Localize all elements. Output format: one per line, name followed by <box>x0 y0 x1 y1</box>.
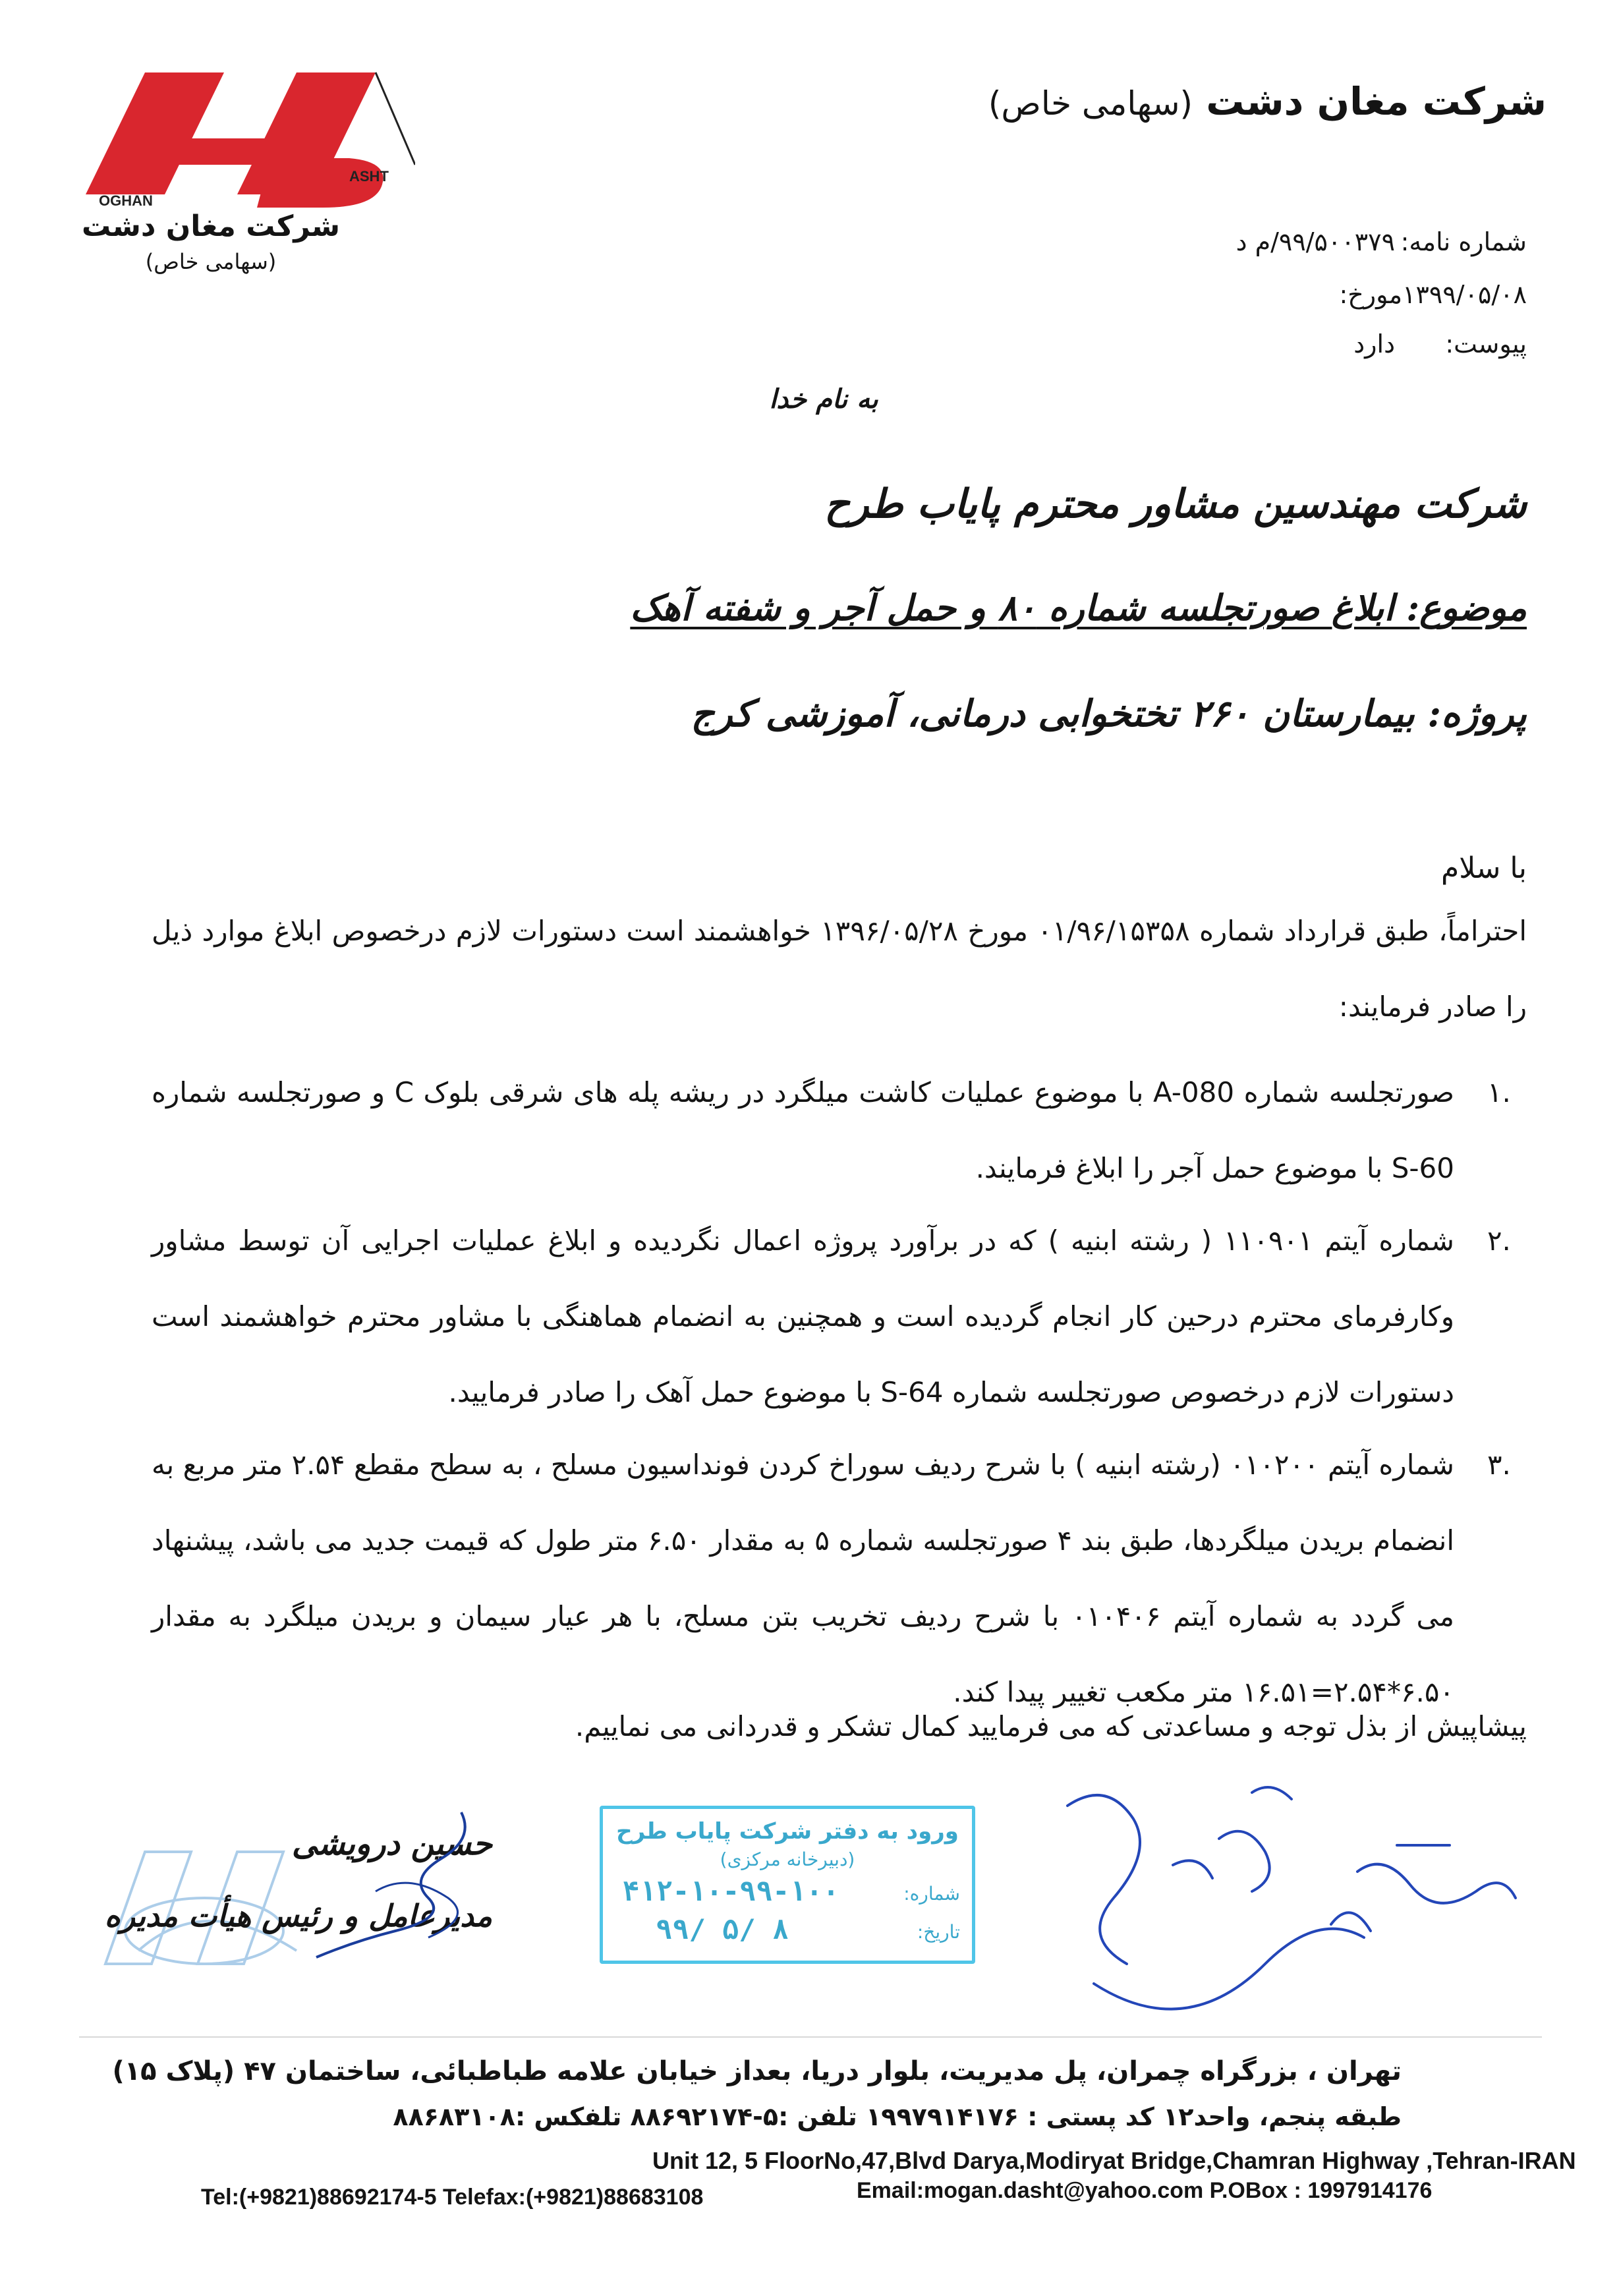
list-item-text: شماره آیتم ۰۱۰۲۰۰ (رشته ابنیه ) با شرح ردیف سوراخ کردن فونداسیون مسلح ، به سطح مقطع ۲.۵۴ متر مربع به انضمام بریدن میلگردها، طبق بند ۴ صورتجلسه شماره ۵ به مقدار ۶.۵۰ متر طول که قیمت جدید می باشد، پیشنهاد می گردد به شماره آیتم ۰۱۰۴۰۶ با شرح ردیف تخریب بتن مسلح، با هر عیار سیمان و بریدن میلگرد به مقدار ۶.۵۰*۲.۵۴=۱۶.۵۱ متر مکعب تغییر پیدا کند. <box>152 1449 1454 1708</box>
stamp-title: ورود به دفتر شرکت پایاب طرح <box>616 1818 959 1845</box>
bismillah: به نام خدا <box>769 384 878 415</box>
logo-left-bar <box>86 72 224 194</box>
stamp-date-value: ۹۹/ ۵/ ۸ <box>656 1913 789 1945</box>
signatory-title: مدیرعامل و رئیس هیأت مدیره <box>104 1898 492 1934</box>
letter-date-label: مورخ: <box>1339 280 1403 309</box>
list-item-number: ۲. <box>1487 1224 1511 1257</box>
list-item <box>152 1054 1527 1206</box>
logo-graphic <box>72 66 415 211</box>
list-item <box>152 1427 1527 1730</box>
logo-word-left: OGHAN <box>99 192 153 209</box>
logo-company-name: شرکت مغان دشت <box>81 210 341 243</box>
footer-address-en: Unit 12, 5 FloorNo,47,Blvd Darya,Modiryat Bridge,Chamran Highway ,Tehran-IRAN <box>652 2147 1576 2174</box>
list-item-text: صورتجلسه شماره A-080 با موضوع عملیات کاشت میلگرد در ریشه پله های شرقی بلوک C و صورتجلسه شماره S-60 با موضوع حمل آجر را ابلاغ فرمایند. <box>152 1076 1455 1184</box>
letter-number <box>1236 227 1527 256</box>
recipient: شرکت مهندسین مشاور محترم پایاب طرح <box>824 481 1527 527</box>
signatory-name: حسین درویشی <box>291 1825 492 1862</box>
letter-date-value: ۱۳۹۹/۰۵/۰۸ <box>1402 280 1527 309</box>
footer-address-fa: تهران ، بزرگراه چمران، پل مدیریت، بلوار دریا، بعداز خیابان علامه طباطبائی، ساختمان ۴۷ (پلاک ۱۵) <box>112 2056 1402 2086</box>
letter-attachment-value: دارد <box>1353 330 1395 359</box>
header-company-title <box>988 79 1547 124</box>
letter-number-value: ۹۹/۵۰۰۳۷۹/م د <box>1236 227 1395 256</box>
company-logo <box>72 66 415 274</box>
letter-attachment <box>1353 330 1527 359</box>
intro-paragraph: احتراماً، طبق قرارداد شماره ۰۱/۹۶/۱۵۳۵۸ مورخ ۱۳۹۶/۰۵/۲۸ خواهشمند است دستورات لازم درخصوص ابلاغ موارد ذیل را صادر فرمایند: <box>152 915 1527 1023</box>
stamp-date-label: تاریخ: <box>917 1921 960 1943</box>
header-company-type: (سهامی خاص) <box>988 84 1193 123</box>
logo-word-right: ASHT <box>349 168 389 185</box>
footer-phone-en: Tel:(+9821)88692174-5 Telefax:(+9821)88683108 <box>201 2185 704 2210</box>
letter-number-label: شماره نامه: <box>1400 227 1527 256</box>
list-item-number: ۱. <box>1487 1076 1511 1108</box>
salutation: با سلام <box>1440 851 1527 885</box>
stamp-number-label: شماره: <box>903 1883 960 1905</box>
signature-scribble <box>277 1799 554 1970</box>
received-stamp <box>600 1806 975 1964</box>
letter-attachment-label: پیوست: <box>1445 330 1527 359</box>
header-company-name: شرکت مغان دشت <box>1206 79 1547 124</box>
footer-divider <box>79 2036 1542 2038</box>
footer-contact-fa: طبقه پنجم، واحد۱۲ کد پستی : ۱۹۹۷۹۱۴۱۷۶ تلفن :۵-۸۸۶۹۲۱۷۴ تلفکس :۸۸۶۸۳۱۰۸ <box>393 2102 1402 2131</box>
list-item-number: ۳. <box>1487 1449 1511 1481</box>
subject: موضوع: ابلاغ صورتجلسه شماره ۸۰ و حمل آجر و شفته آهک <box>630 587 1527 629</box>
project: پروژه: بیمارستان ۲۶۰ تختخوابی درمانی، آموزشی کرج <box>691 692 1527 735</box>
footer-email-en: Email:mogan.dasht@yahoo.com P.OBox : 1997914176 <box>857 2178 1433 2203</box>
stamp-subtitle: (دبیرخانه مرکزی) <box>720 1849 855 1870</box>
logo-company-type: (سهامی خاص) <box>145 249 277 274</box>
list-item-text: شماره آیتم ۱۱۰۹۰۱ ( رشته ابنیه ) که در برآورد پروژه اعمال نگردیده و ابلاغ عملیات اجرایی آن توسط مشاور وکارفرمای محترم درحین کار انجام گردیده است و همچنین به انضمام هماهنگی با مشاور محترم خواهشمند است دستورات لازم درخصوص صورتجلسه شماره S-64 با موضوع حمل آهک را صادر فرمایید. <box>152 1224 1454 1408</box>
stamp-number-value: ۴۱۲-۱۰-۹۹-۱۰۰ <box>623 1875 839 1907</box>
letter-date <box>1270 280 1527 309</box>
list-item <box>152 1203 1527 1430</box>
logo-outline <box>376 72 415 165</box>
handwritten-note <box>1054 1766 1529 2050</box>
closing-line: پیشاپیش از بذل توجه و مساعدتی که می فرمایید کمال تشکر و قدردانی می نماییم. <box>575 1710 1527 1742</box>
